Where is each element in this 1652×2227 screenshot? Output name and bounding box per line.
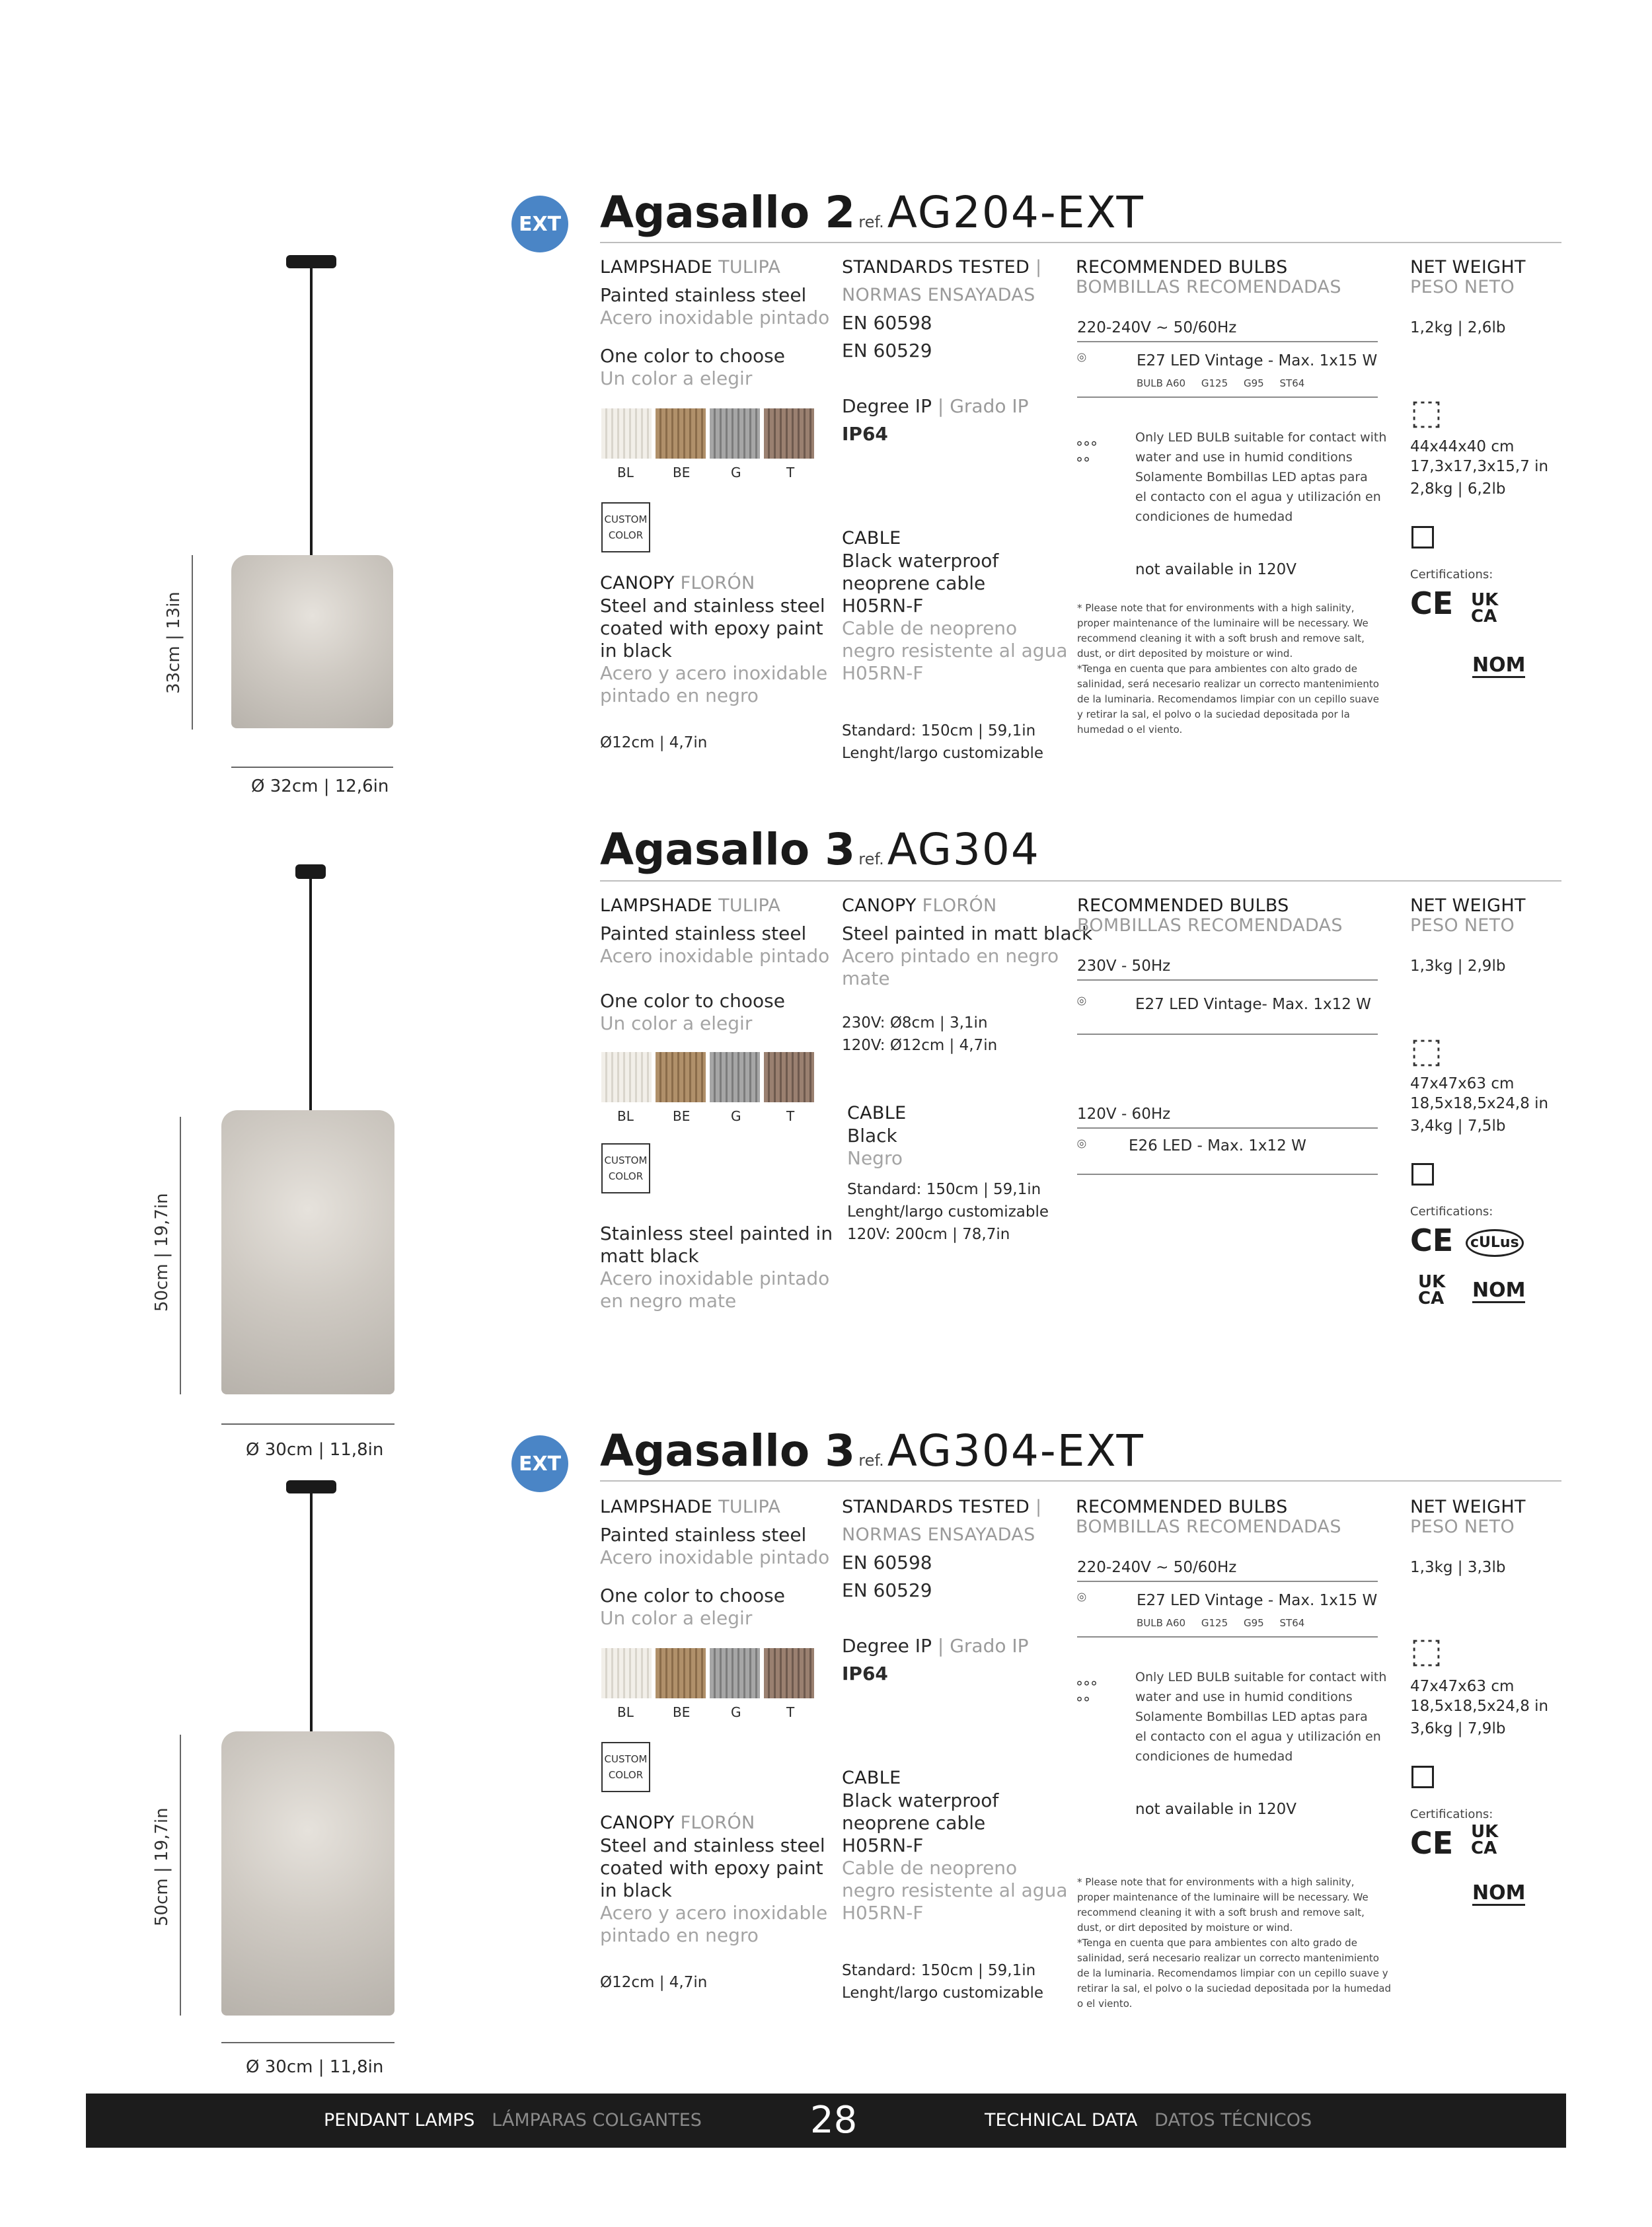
color-choice-es: Un color a elegir [600, 1607, 753, 1629]
class-ii-icon [1411, 1163, 1434, 1186]
cable-standard-length: Standard: 150cm | 59,1in [847, 1181, 1041, 1198]
cable-label: CABLE [842, 528, 901, 548]
humid-note-es: Solamente Bombillas LED aptas para [1135, 470, 1368, 484]
box-icon: ⬚ [1410, 1631, 1443, 1671]
footer-section: PENDANT LAMPS [324, 2110, 475, 2131]
canopy-size: Ø12cm | 4,7in [600, 734, 708, 751]
standard-item: EN 60598 [842, 1552, 932, 1573]
lampshade-label [600, 258, 780, 278]
humid-note: Only LED BULB suitable for contact with [1135, 1670, 1387, 1684]
canopy-illustration [295, 864, 326, 879]
salinity-note-es: *Tenga en cuenta que para ambientes con alto grado de [1077, 663, 1357, 675]
lampshade-material-es: Acero inoxidable pintado [600, 945, 830, 967]
swatch-be[interactable] [656, 408, 706, 459]
cable-line: H05RN-F [842, 595, 924, 617]
ref-label: ref. [858, 850, 884, 868]
bulbs-label-es: BOMBILLAS RECOMENDADAS [1076, 1517, 1341, 1537]
canopy-label [842, 896, 997, 916]
voltage-rule [1077, 341, 1378, 342]
weight-label: NET WEIGHT [1410, 257, 1526, 278]
bulb-rule [1077, 1636, 1378, 1638]
custom-label: CUSTOM [604, 1753, 648, 1765]
weight-label: NET WEIGHT [1410, 1497, 1526, 1517]
cable-custom-length: Lenght/largo customizable [842, 1984, 1043, 2002]
canopy-line-es: Acero y acero inoxidable [600, 662, 828, 684]
weight-label: NET WEIGHT [1410, 895, 1526, 916]
lampshade-label [600, 896, 780, 916]
cord-illustration [310, 268, 313, 566]
class-ii-icon [1411, 526, 1434, 548]
ce-mark: CE [1410, 1223, 1454, 1258]
bulb-spec: E27 LED Vintage - Max. 1x15 W [1137, 1592, 1378, 1609]
canopy-illustration [286, 255, 336, 268]
product-name: Agasallo 3 [600, 1425, 856, 1476]
product-title [600, 1427, 1145, 1476]
gross-weight: 3,4kg | 7,5lb [1410, 1117, 1506, 1135]
ref-label: ref. [858, 1451, 884, 1470]
swatch-label: BL [617, 1704, 634, 1720]
color-choice-es: Un color a elegir [600, 367, 753, 389]
weight-label-es: PESO NETO [1410, 1517, 1515, 1537]
water-drops-icon: °°° °° [1076, 1679, 1098, 1712]
ip-label-en: Degree IP [842, 1635, 932, 1657]
lampshade-label-en: LAMPSHADE [600, 257, 713, 278]
swatch-be[interactable] [656, 1648, 706, 1698]
bulb-types: BULB A60 G125 G95 ST64 [1137, 1617, 1305, 1629]
salinity-note: proper maintenance of the luminaire will be necessary. We [1077, 1891, 1369, 1903]
diameter-dimension-line [221, 1423, 394, 1425]
bulb-types: BULB A60 G125 G95 ST64 [1137, 377, 1305, 389]
diameter-dimension: Ø 30cm | 11,8in [246, 2057, 384, 2077]
nom-mark: NOM [1472, 1279, 1526, 1302]
canopy-line-es: Acero pintado en negro [842, 945, 1059, 967]
title-rule [600, 242, 1561, 243]
salinity-note: proper maintenance of the luminaire will be necessary. We [1077, 617, 1369, 629]
salinity-note-es: de la luminaria. Recomendamos limpiar con un cepillo suave y [1077, 1967, 1388, 1979]
bulbs-label: RECOMMENDED BULBS [1076, 257, 1288, 278]
swatch-t[interactable] [764, 408, 814, 459]
cord-illustration [310, 1493, 313, 1745]
cable-line: H05RN-F [842, 1834, 924, 1856]
humid-note: water and use in humid conditions [1135, 450, 1353, 465]
class-ii-icon [1411, 1766, 1434, 1788]
lampshade-label-es: TULIPA [718, 257, 781, 278]
weight-label-es: PESO NETO [1410, 915, 1515, 936]
cord-illustration [309, 879, 312, 1117]
ip-label [842, 396, 1029, 417]
bulb-spec: E27 LED Vintage- Max. 1x12 W [1135, 996, 1371, 1013]
salinity-note: recommend cleaning it with a soft brush and remove salt, [1077, 632, 1365, 644]
ce-mark: CE [1410, 585, 1454, 621]
net-weight: 1,3kg | 3,3lb [1410, 1559, 1506, 1576]
box-dimensions-in: 18,5x18,5x24,8 in [1410, 1698, 1549, 1715]
swatch-be[interactable] [656, 1052, 706, 1102]
diameter-dimension: Ø 32cm | 12,6in [251, 776, 389, 796]
water-drops-icon: °°° °° [1076, 439, 1098, 472]
title-rule [600, 880, 1561, 882]
product-title [600, 826, 1040, 874]
lampshade-material-es: Acero inoxidable pintado [600, 1546, 830, 1568]
cable-standard-length: Standard: 150cm | 59,1in [842, 722, 1036, 739]
canopy-label-en: CANOPY [600, 1813, 675, 1833]
canopy-line: coated with epoxy paint [600, 617, 823, 639]
voltage-rule [1077, 1127, 1378, 1129]
swatch-bl[interactable] [601, 1052, 652, 1102]
swatch-bl[interactable] [601, 1648, 652, 1698]
footer-section-es: DATOS TÉCNICOS [1154, 2110, 1312, 2131]
color-choice: One color to choose [600, 1585, 785, 1606]
ext-badge: EXT [511, 1435, 568, 1492]
footer-right [985, 2111, 1312, 2131]
page-number: 28 [810, 2099, 858, 2142]
certifications-label: Certifications: [1410, 1205, 1493, 1219]
canopy-label-es: FLORÓN [922, 895, 997, 916]
humid-note: water and use in humid conditions [1135, 1690, 1353, 1704]
box-dimensions-in: 18,5x18,5x24,8 in [1410, 1095, 1549, 1112]
swatch-label: G [731, 1108, 741, 1124]
canopy-label-es: FLORÓN [680, 1813, 755, 1833]
cable-line-es: negro resistente al agua [842, 1879, 1068, 1901]
canopy-label-en: CANOPY [842, 895, 917, 916]
salinity-note-es: salinidad, será necesario realizar un correcto mantenimiento [1077, 678, 1379, 690]
custom-label: CUSTOM [604, 1154, 648, 1166]
box-dimensions-in: 17,3x17,3x15,7 in [1410, 458, 1549, 475]
cable-custom-length: Lenght/largo customizable [842, 745, 1043, 762]
lampshade-material: Painted stainless steel [600, 284, 807, 306]
lampshade-label-en: LAMPSHADE [600, 1497, 713, 1517]
ip-label-es: Grado IP [950, 1635, 1029, 1657]
voltage-rule [1077, 979, 1378, 981]
canopy-size: 230V: Ø8cm | 3,1in [842, 1014, 988, 1032]
canopy-line-es: pintado en negro [600, 1924, 759, 1946]
voltage-rule [1077, 1581, 1378, 1582]
cable-line-es: H05RN-F [842, 1902, 924, 1924]
footer-left [324, 2111, 702, 2131]
cable-standard-length: Standard: 150cm | 59,1in [842, 1962, 1036, 1979]
bulbs-label-es: BOMBILLAS RECOMENDADAS [1076, 277, 1341, 297]
swatch-label: T [786, 1704, 795, 1720]
canopy-label [600, 574, 755, 593]
cable-custom-length: Lenght/largo customizable [847, 1203, 1049, 1221]
canopy-size: 120V: Ø12cm | 4,7in [842, 1037, 998, 1054]
standards-label-es: NORMAS ENSAYADAS [842, 285, 1035, 305]
product-code: AG304-EXT [887, 1425, 1145, 1476]
cable-line: Black waterproof [842, 550, 999, 572]
custom-label: COLOR [608, 529, 644, 541]
salinity-note: * Please note that for environments with a high salinity, [1077, 1876, 1355, 1888]
voltage: 220-240V ~ 50/60Hz [1077, 1559, 1237, 1576]
gross-weight: 2,8kg | 6,2lb [1410, 480, 1506, 498]
product-name: Agasallo 3 [600, 824, 856, 875]
lampshade-illustration [231, 555, 393, 728]
certifications-label: Certifications: [1410, 568, 1493, 582]
canopy-line-es: pintado en negro [600, 685, 759, 706]
canopy-line: Steel and stainless steel [600, 595, 825, 617]
bulb-rule [1077, 396, 1378, 398]
voltage: 230V - 50Hz [1077, 958, 1171, 975]
canopy-illustration [286, 1480, 336, 1493]
label-separator: | [937, 395, 944, 417]
color-choice: One color to choose [600, 345, 785, 367]
not-available-120v: not available in 120V [1135, 561, 1297, 578]
ce-mark: CE [1410, 1825, 1454, 1861]
cable-line: Black waterproof [842, 1790, 999, 1811]
height-dimension: 50cm | 19,7in [152, 1807, 172, 1926]
humid-note-es: el contacto con el agua y utilización en [1135, 490, 1381, 504]
swatch-label: G [731, 465, 741, 480]
canopy-line: Steel painted in matt black [842, 923, 1093, 944]
cable-line: Black [847, 1125, 897, 1147]
bulb-icon: ⌾ [1077, 350, 1086, 367]
finish-line-es: en negro mate [600, 1290, 737, 1312]
swatch-g[interactable] [710, 1052, 760, 1102]
box-icon: ⬚ [1410, 1031, 1443, 1071]
salinity-note-es: salinidad, será necesario realizar un correcto mantenimiento [1077, 1952, 1379, 1964]
ref-label: ref. [858, 213, 884, 231]
swatch-label: T [786, 465, 795, 480]
humid-note-es: Solamente Bombillas LED aptas para [1135, 1710, 1368, 1724]
bulb-spec: E26 LED - Max. 1x12 W [1129, 1137, 1306, 1154]
certifications-label: Certifications: [1410, 1807, 1493, 1821]
box-dimensions: 44x44x40 cm [1410, 438, 1515, 455]
lampshade-label-en: LAMPSHADE [600, 895, 713, 916]
voltage: 120V - 60Hz [1077, 1106, 1171, 1123]
lampshade-illustration [221, 1110, 394, 1394]
color-choice-es: Un color a elegir [600, 1012, 753, 1034]
salinity-note: dust, or dirt deposited by moisture or wind. [1077, 648, 1293, 660]
box-dimensions: 47x47x63 cm [1410, 1678, 1515, 1695]
canopy-size: Ø12cm | 4,7in [600, 1974, 708, 1991]
swatch-bl[interactable] [601, 408, 652, 459]
product-code: AG204-EXT [887, 187, 1145, 238]
bulbs-label: RECOMMENDED BULBS [1076, 1497, 1288, 1517]
color-choice: One color to choose [600, 990, 785, 1012]
height-dimension-line [180, 1117, 181, 1394]
lampshade-material: Painted stainless steel [600, 1524, 807, 1546]
gross-weight: 3,6kg | 7,9lb [1410, 1720, 1506, 1737]
voltage: 220-240V ~ 50/60Hz [1077, 319, 1237, 336]
cable-line-es: H05RN-F [842, 662, 924, 684]
salinity-note-es: *Tenga en cuenta que para ambientes con alto grado de [1077, 1937, 1357, 1949]
bulb-spec: E27 LED Vintage - Max. 1x15 W [1137, 352, 1378, 369]
cable-line: neoprene cable [842, 572, 986, 594]
humid-note: Only LED BULB suitable for contact with [1135, 430, 1387, 445]
cable-line-es: Negro [847, 1147, 903, 1169]
cable-line-es: Cable de neopreno [842, 617, 1018, 639]
swatch-label: T [786, 1108, 795, 1124]
swatch-label: G [731, 1704, 741, 1720]
cable-line-es: Cable de neopreno [842, 1857, 1018, 1879]
finish-line: Stainless steel painted in [600, 1223, 833, 1244]
ip-rating: IP64 [842, 423, 888, 445]
culus-mark: cULus [1466, 1229, 1524, 1257]
standard-item: EN 60598 [842, 312, 932, 334]
height-dimension-line [192, 555, 193, 730]
lampshade-material: Painted stainless steel [600, 923, 807, 944]
custom-color-box[interactable] [601, 1742, 650, 1792]
cable-line-es: negro resistente al agua [842, 640, 1068, 661]
ukca-mark: UK CA [1471, 1822, 1499, 1858]
diameter-dimension: Ø 30cm | 11,8in [246, 1440, 384, 1460]
custom-color-box[interactable] [601, 502, 650, 552]
height-dimension: 50cm | 19,7in [152, 1193, 172, 1312]
ip-label-es: Grado IP [950, 395, 1029, 417]
canopy-line: coated with epoxy paint [600, 1857, 823, 1879]
standard-item: EN 60529 [842, 1579, 932, 1601]
box-icon: ⬚ [1410, 393, 1443, 432]
net-weight: 1,3kg | 2,9lb [1410, 958, 1506, 975]
lampshade-label [600, 1497, 780, 1517]
salinity-note: recommend cleaning it with a soft brush and remove salt, [1077, 1906, 1365, 1918]
swatch-label: BL [617, 465, 634, 480]
swatch-g[interactable] [710, 1648, 760, 1698]
canopy-line-es: mate [842, 967, 890, 989]
standards-label-es: NORMAS ENSAYADAS [842, 1525, 1035, 1545]
lampshade-label-es: TULIPA [718, 895, 781, 916]
cable-line: neoprene cable [842, 1812, 986, 1834]
diameter-dimension-line [231, 767, 393, 768]
ip-rating: IP64 [842, 1663, 888, 1684]
finish-line-es: Acero inoxidable pintado [600, 1267, 830, 1289]
standard-item: EN 60529 [842, 340, 932, 361]
bulb-rule [1077, 1174, 1378, 1175]
salinity-note-es: retirar la sal, el polvo o la suciedad depositada por la humedad [1077, 1982, 1391, 1994]
standards-label-en: STANDARDS TESTED [842, 1497, 1030, 1517]
bulbs-label: RECOMMENDED BULBS [1077, 895, 1289, 916]
label-separator: | [937, 1635, 944, 1657]
standards-label-en: STANDARDS TESTED [842, 257, 1030, 278]
finish-line: matt black [600, 1245, 699, 1267]
footer-section: TECHNICAL DATA [985, 2110, 1138, 2131]
height-dimension-line [180, 1735, 181, 2016]
box-dimensions: 47x47x63 cm [1410, 1075, 1515, 1092]
ukca-mark: UK CA [1418, 1272, 1446, 1308]
page-footer [86, 2094, 1566, 2148]
bulb-icon: ⌾ [1077, 993, 1086, 1010]
salinity-note-es: de la luminaria. Recomendamos limpiar con un cepillo suave [1077, 693, 1380, 705]
weight-label-es: PESO NETO [1410, 277, 1515, 297]
ukca-mark: UK CA [1471, 590, 1499, 626]
canopy-label-es: FLORÓN [680, 573, 755, 593]
bulbs-label-es: BOMBILLAS RECOMENDADAS [1077, 915, 1343, 936]
salinity-note-es: y retirar la sal, el polvo o la suciedad depositada por la [1077, 708, 1350, 720]
bulb-rule [1077, 1034, 1378, 1035]
canopy-line: Steel and stainless steel [600, 1834, 825, 1856]
lampshade-illustration [221, 1731, 394, 2016]
nom-mark: NOM [1472, 1881, 1526, 1905]
canopy-line-es: Acero y acero inoxidable [600, 1902, 828, 1924]
swatch-g[interactable] [710, 408, 760, 459]
bulb-icon: ⌾ [1077, 1136, 1086, 1153]
humid-note-es: el contacto con el agua y utilización en [1135, 1729, 1381, 1744]
humid-note-es: condiciones de humedad [1135, 510, 1293, 524]
cable-label: CABLE [847, 1103, 907, 1123]
salinity-note-es: o el viento. [1077, 1998, 1133, 2010]
bulb-icon: ⌾ [1077, 1589, 1086, 1606]
custom-color-box[interactable] [601, 1143, 650, 1193]
product-code: AG304 [887, 824, 1040, 875]
canopy-label [600, 1813, 755, 1833]
nom-mark: NOM [1472, 654, 1526, 677]
footer-section-es: LÁMPARAS COLGANTES [492, 2110, 702, 2131]
swatch-label: BE [673, 465, 691, 480]
humid-note-es: condiciones de humedad [1135, 1749, 1293, 1764]
diameter-dimension-line [221, 2042, 394, 2043]
ip-label [842, 1636, 1029, 1657]
lampshade-material-es: Acero inoxidable pintado [600, 307, 830, 328]
height-dimension: 33cm | 13in [164, 591, 184, 694]
title-rule [600, 1480, 1561, 1482]
custom-label: COLOR [608, 1769, 644, 1781]
ext-badge: EXT [511, 196, 568, 252]
custom-label: COLOR [608, 1170, 644, 1182]
label-separator: | [1035, 257, 1042, 278]
standards-label [842, 1497, 1041, 1517]
salinity-note: dust, or dirt deposited by moisture or wind. [1077, 1922, 1293, 1934]
label-separator: | [1035, 1497, 1042, 1517]
product-name: Agasallo 2 [600, 187, 856, 238]
cable-us-length: 120V: 200cm | 78,7in [847, 1226, 1010, 1243]
canopy-line: in black [600, 640, 672, 661]
custom-label: CUSTOM [604, 513, 648, 525]
product-title [600, 189, 1145, 237]
not-available-120v: not available in 120V [1135, 1801, 1297, 1818]
salinity-note: * Please note that for environments with a high salinity, [1077, 602, 1355, 614]
lampshade-label-es: TULIPA [718, 1497, 781, 1517]
canopy-line: in black [600, 1879, 672, 1901]
swatch-label: BL [617, 1108, 634, 1124]
salinity-note-es: humedad o el viento. [1077, 724, 1183, 736]
swatch-label: BE [673, 1704, 691, 1720]
swatch-t[interactable] [764, 1052, 814, 1102]
standards-label [842, 258, 1041, 278]
swatch-t[interactable] [764, 1648, 814, 1698]
canopy-label-en: CANOPY [600, 573, 675, 593]
ip-label-en: Degree IP [842, 395, 932, 417]
swatch-label: BE [673, 1108, 691, 1124]
net-weight: 1,2kg | 2,6lb [1410, 319, 1506, 336]
cable-label: CABLE [842, 1768, 901, 1788]
